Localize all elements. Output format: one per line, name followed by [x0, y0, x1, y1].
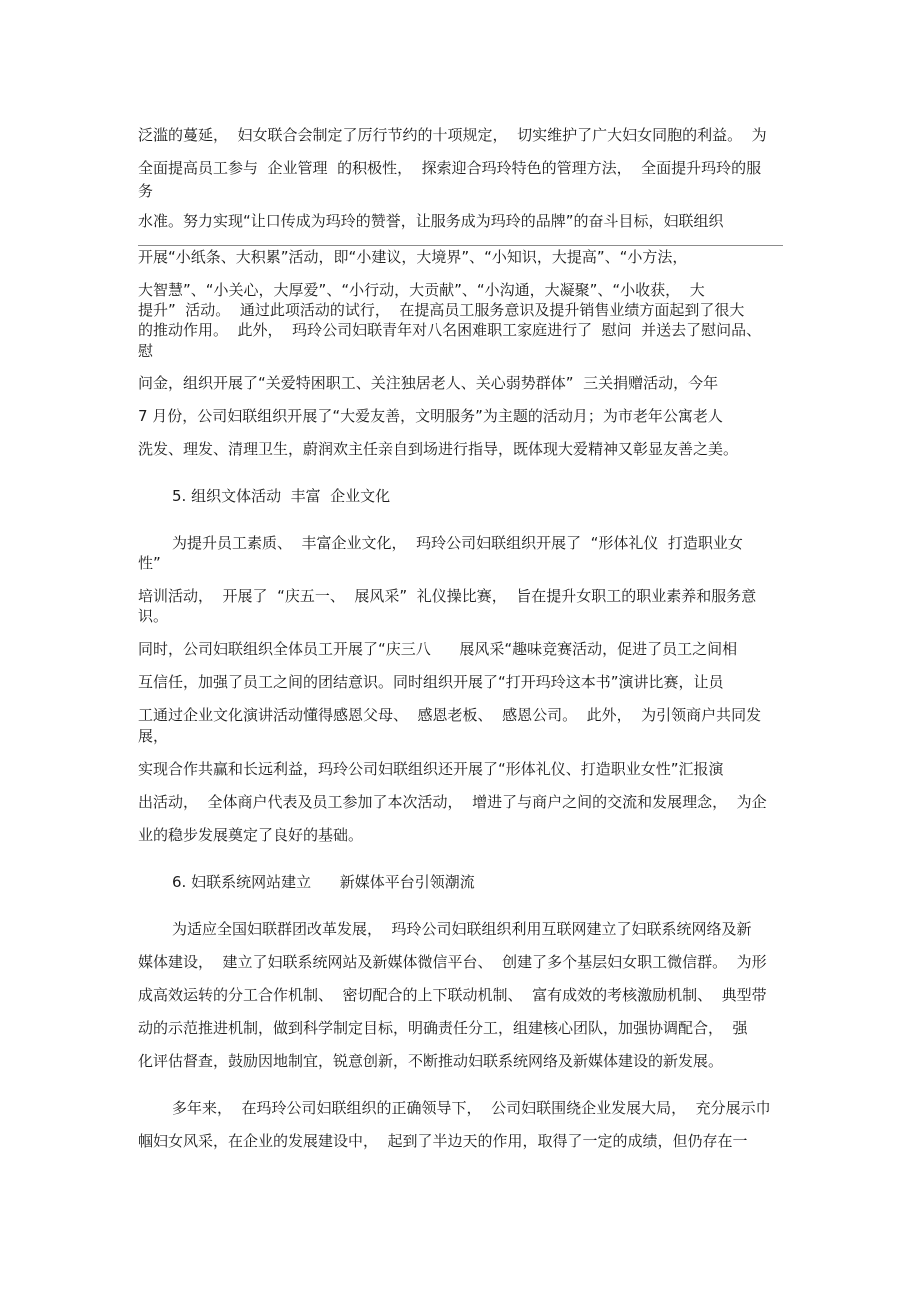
- text-line: 成高效运转的分工合作机制、 密切配合的上下联动机制、 富有成效的考核激励机制、 典型带: [138, 986, 767, 1004]
- text-line: 务: [138, 182, 154, 200]
- text-line: 大智慧”、“小关心，大厚爱”、“小行动，大贡献”、“小沟通，大凝聚”、“小收获， 大: [138, 281, 705, 299]
- text-line: 出活动， 全体商户代表及员工参加了本次活动， 增进了与商户之间的交流和发展理念， 为企: [138, 793, 767, 811]
- text-line: 业的稳步发展奠定了良好的基础。: [138, 826, 364, 844]
- text-line: 展，: [138, 727, 169, 745]
- text-line: 动的示范推进机制，做到科学制定目标，明确责任分工，组建核心团队，加强协调配合， 强: [138, 1019, 748, 1037]
- text-line: 实现合作共赢和长远利益，玛玲公司妇联组织还开展了“形体礼仪、打造职业女性”汇报演: [138, 760, 724, 778]
- text-line: 工通过企业文化演讲活动懂得感恩父母、 感恩老板、 感恩公司。 此外， 为引领商户共同发: [138, 706, 762, 724]
- text-line: 识。: [138, 607, 169, 625]
- text-line: 为适应全国妇联群团改革发展， 玛玲公司妇联组织利用互联网建立了妇联系统网络及新: [172, 920, 752, 938]
- text-line: 媒体建设， 建立了妇联系统网站及新媒体微信平台、 创建了多个基层妇女职工微信群。 为形: [138, 953, 767, 971]
- text-line: 互信任，加强了员工之间的团结意识。同时组织开展了“打开玛玲这本书”演讲比赛，让员: [138, 673, 724, 691]
- text-line: 培训活动， 开展了 “庆五一、 展风采” 礼仪操比赛， 旨在提升女职工的职业素养和服务意: [138, 587, 757, 605]
- section-heading: 6. 妇联系统网站建立 新媒体平台引领潮流: [172, 873, 475, 891]
- text-line: 慰: [138, 342, 154, 360]
- text-line: 多年来， 在玛玲公司妇联组织的正确领导下， 公司妇联围绕企业发展大局， 充分展示巾: [172, 1099, 771, 1117]
- text-line: 7 月份，公司妇联组织开展了“大爱友善，文明服务”为主题的活动月；为市老年公寓老人: [138, 407, 723, 425]
- text-line: 为提升员工素质、 丰富企业文化， 玛玲公司妇联组织开展了 “形体礼仪 打造职业女: [172, 534, 743, 552]
- text-line: 洗发、理发、清理卫生，蔚润欢主任亲自到场进行指导，既体现大爱精神又彰显友善之美。: [138, 440, 739, 458]
- text-line: 帼妇女风采，在企业的发展建设中， 起到了半边天的作用，取得了一定的成绩，但仍存在一: [138, 1132, 748, 1150]
- text-line: 问金，组织开展了“关爱特困职工、关注独居老人、关心弱势群体” 三关捐赠活动，今年: [138, 374, 719, 392]
- text-line: 水准。努力实现“让口传成为玛玲的赞誉，让服务成为玛玲的品牌”的奋斗目标，妇联组织: [138, 212, 724, 230]
- text-line: 全面提高员工参与 企业管理 的积极性， 探索迎合玛玲特色的管理方法， 全面提升玛玲的服: [138, 159, 762, 177]
- text-line: 开展“小纸条、大积累”活动，即“小建议，大境界”、“小知识，大提高”、“小方法，: [138, 248, 688, 266]
- text-line: 提升” 活动。 通过此项活动的试行， 在提高员工服务意识及提升销售业绩方面起到了很大: [138, 301, 745, 319]
- section-heading: 5. 组织文体活动 丰富 企业文化: [172, 487, 391, 505]
- text-line: 化评估督查，鼓励因地制宜，锐意创新，不断推动妇联系统网络及新媒体建设的新发展。: [138, 1052, 724, 1070]
- text-line: 泛滥的蔓延， 妇女联合会制定了厉行节约的十项规定， 切实维护了广大妇女同胞的利益。 为: [138, 126, 767, 144]
- text-line: 同时，公司妇联组织全体员工开展了“庆三八 展风采“趣味竞赛活动，促进了员工之间相: [138, 640, 738, 658]
- text-line: 的推动作用。 此外， 玛玲公司妇联青年对八名困难职工家庭进行了 慰问 并送去了慰问品、: [138, 321, 762, 339]
- text-line: 性”: [138, 554, 161, 572]
